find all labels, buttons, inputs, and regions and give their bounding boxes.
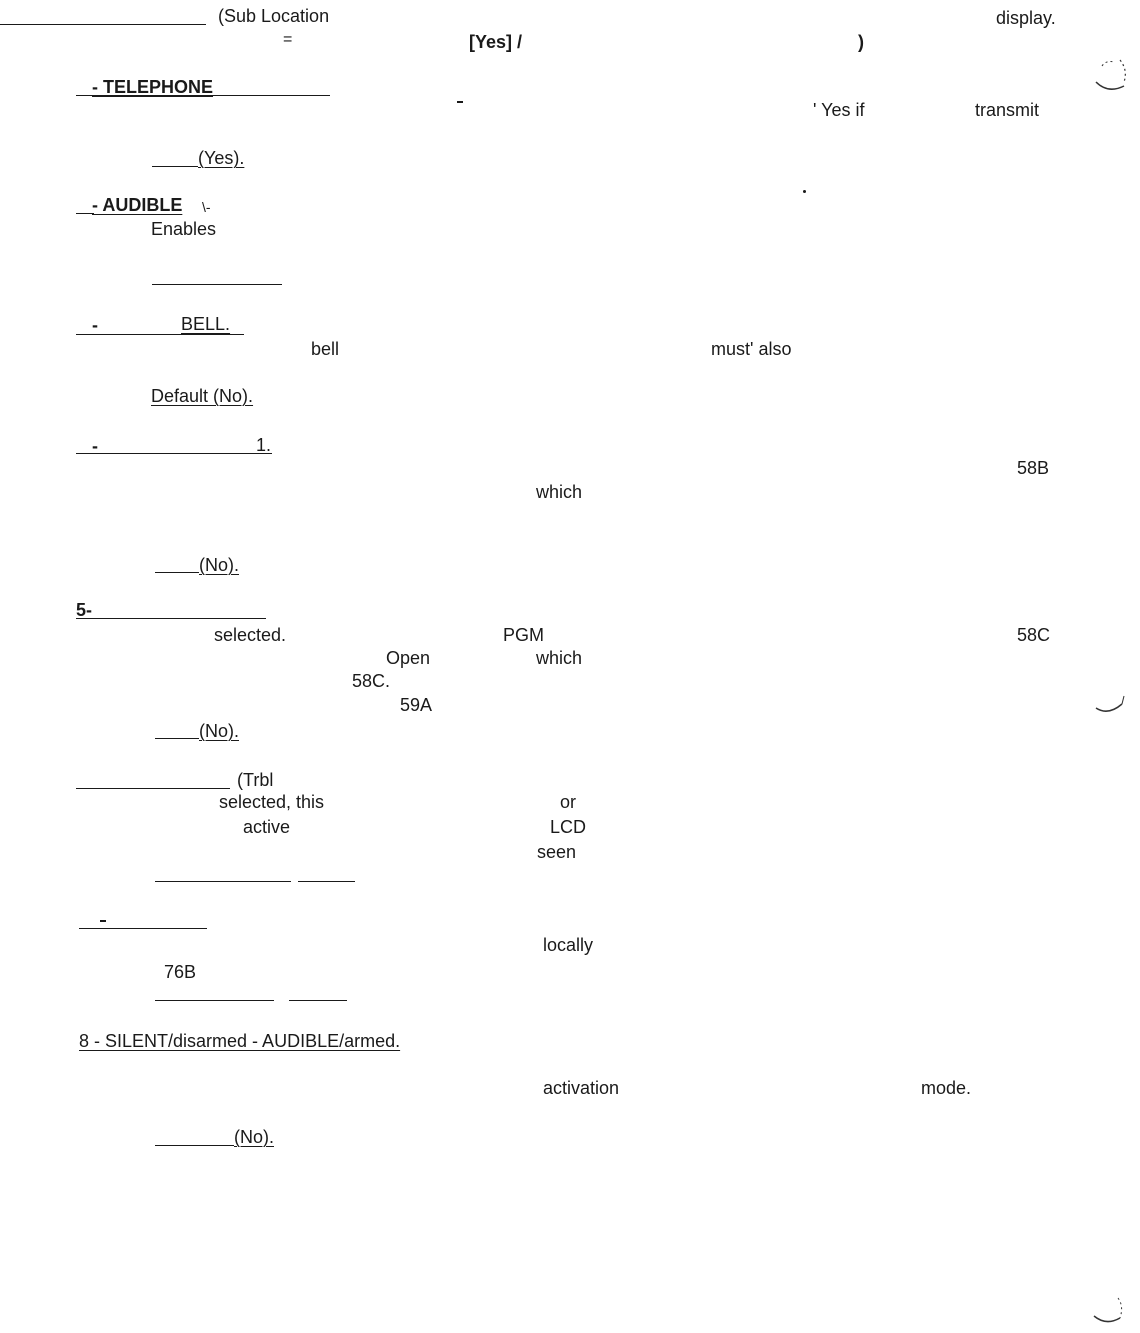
close-paren: ): [858, 32, 864, 52]
telephone-underline: [76, 95, 330, 96]
audible-heading: - AUDIBLE: [92, 195, 183, 215]
section-5-open: Open: [386, 648, 431, 668]
telephone-transmit: transmit: [975, 100, 1040, 120]
section-4-dash: -: [92, 436, 98, 456]
telephone-default-line: [152, 166, 198, 167]
section-7-dash: [100, 920, 106, 922]
section-8-activation: activation: [543, 1078, 620, 1098]
hole-punch-mark-3: [1088, 1290, 1128, 1330]
section-4-which: which: [536, 482, 583, 502]
section-6-lcd: LCD: [550, 817, 587, 837]
section-7-locally: locally: [543, 935, 594, 955]
section-4-underline: [76, 453, 272, 454]
sub-location-text: (Sub Location: [218, 6, 330, 26]
hole-punch-mark-1: [1090, 52, 1134, 102]
section-7-default-line-b: [289, 1000, 347, 1001]
section-4-ref: 58B: [1017, 458, 1050, 478]
section-8-heading: 8 - SILENT/disarmed - AUDIBLE/armed.: [79, 1031, 401, 1051]
section-6-seen: seen: [537, 842, 577, 862]
telephone-heading: - TELEPHONE: [92, 77, 214, 97]
section-6-or: or: [560, 792, 577, 812]
section-4-heading-end: 1.: [256, 435, 272, 455]
section-5-ref-3: 59A: [400, 695, 433, 715]
section-4-default: (No).: [199, 555, 239, 575]
section-5-ref-2: 58C.: [352, 671, 391, 691]
telephone-default: (Yes).: [198, 148, 245, 168]
section-5-default-line: [155, 738, 199, 739]
section-4-default-line: [155, 572, 199, 573]
section-6-default-line-b: [298, 881, 355, 882]
telephone-yes-if: ' Yes if: [813, 100, 865, 120]
section-7-underline: [79, 928, 207, 929]
section-7-default-line-a: [155, 1000, 274, 1001]
dot-mark: [803, 190, 806, 193]
section-8-default-line: [155, 1145, 234, 1146]
blank-line-1: [0, 24, 206, 25]
bell-heading: BELL.: [181, 314, 231, 334]
audible-default-line: [152, 284, 282, 285]
bell-default: Default (No).: [151, 386, 254, 406]
hole-punch-mark-2: [1092, 690, 1128, 720]
section-5-heading: 5-: [76, 600, 93, 620]
section-6-underline: [76, 788, 230, 789]
display-text: display.: [996, 8, 1056, 28]
section-5-default: (No).: [199, 721, 239, 741]
section-7-ref: 76B: [164, 962, 197, 982]
section-5-pgm: PGM: [503, 625, 545, 645]
bell-word: bell: [311, 339, 340, 359]
section-6-active: active: [243, 817, 291, 837]
section-6-selected-this: selected, this: [219, 792, 325, 812]
yes-option: [Yes] /: [469, 32, 523, 52]
section-5-which: which: [536, 648, 583, 668]
section-5-selected: selected.: [214, 625, 287, 645]
section-5-underline: [76, 618, 266, 619]
bell-must-also: must' also: [711, 339, 792, 359]
section-6-default-line-a: [155, 881, 291, 882]
equals-sign: =: [283, 31, 293, 48]
section-5-ref: 58C: [1017, 625, 1051, 645]
section-6-trbl: (Trbl: [237, 770, 274, 790]
bell-dash: -: [92, 315, 98, 335]
audible-tick: \-: [202, 199, 211, 215]
bell-underline: [76, 334, 244, 335]
dash-mark: [457, 101, 463, 103]
section-8-mode: mode.: [921, 1078, 972, 1098]
section-8-default: (No).: [234, 1127, 274, 1147]
audible-enables: Enables: [151, 219, 217, 239]
